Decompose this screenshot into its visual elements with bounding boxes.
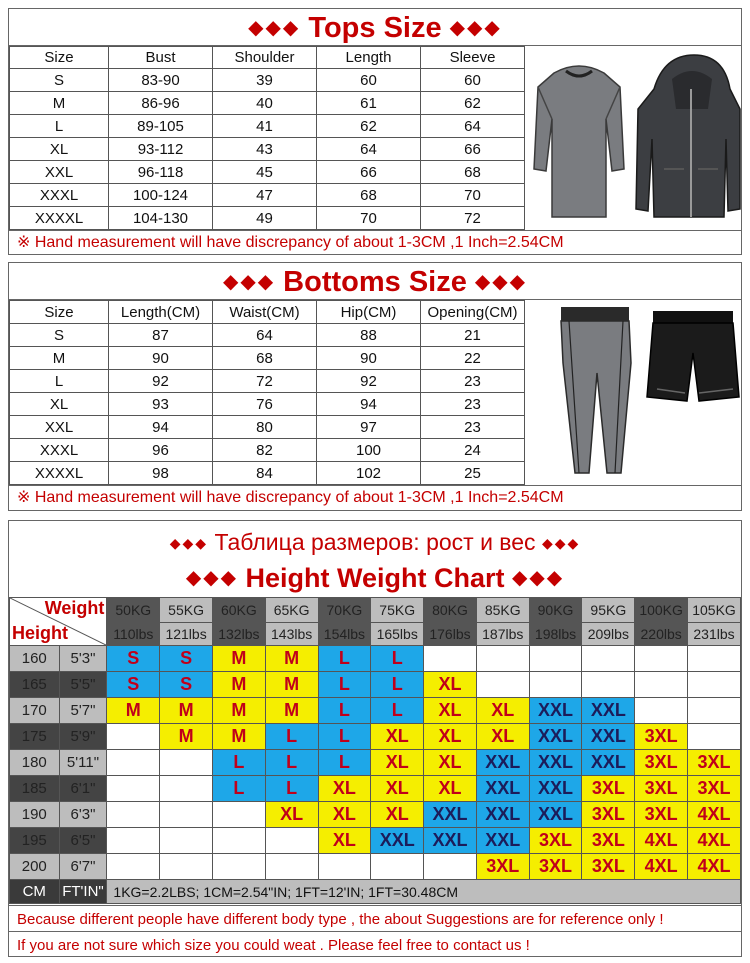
empty-cell xyxy=(212,854,265,880)
table-cell: 21 xyxy=(421,324,525,347)
height-cm-cell: 170 xyxy=(10,698,60,724)
empty-cell xyxy=(529,672,582,698)
size-recommendation-cell: 3XL xyxy=(688,776,741,802)
table-cell: 62 xyxy=(317,115,421,138)
height-cm-cell: 175 xyxy=(10,724,60,750)
weight-kg-row xyxy=(10,598,741,623)
bottoms-title-text: Bottoms Size xyxy=(283,266,467,298)
empty-cell xyxy=(107,776,160,802)
weight-kg-header: 55KG xyxy=(160,598,213,623)
height-cm-cell: 185 xyxy=(10,776,60,802)
size-recommendation-cell: XXL xyxy=(582,698,635,724)
size-recommendation-cell: XL xyxy=(424,672,477,698)
weight-kg-header: 80KG xyxy=(424,598,477,623)
empty-cell xyxy=(582,672,635,698)
size-recommendation-cell: M xyxy=(265,646,318,672)
tops-product-image xyxy=(524,49,742,227)
size-recommendation-cell: XL xyxy=(371,750,424,776)
table-cell: 80 xyxy=(213,416,317,439)
empty-cell xyxy=(318,854,371,880)
diamond-decoration: ◆◆◆ xyxy=(185,567,238,589)
height-ft-cell: 5'9" xyxy=(59,724,107,750)
height-ft-cell: 5'11" xyxy=(59,750,107,776)
height-cm-cell: 190 xyxy=(10,802,60,828)
table-cell: 39 xyxy=(213,69,317,92)
tops-title-text: Tops Size xyxy=(308,12,442,44)
size-recommendation-cell: XXL xyxy=(529,750,582,776)
diamond-decoration: ◆◆◆ xyxy=(512,567,565,589)
table-cell: XXXL xyxy=(10,184,109,207)
size-recommendation-cell: 3XL xyxy=(476,854,529,880)
weight-lbs-header: 176lbs xyxy=(424,623,477,646)
table-cell: L xyxy=(10,115,109,138)
tops-size-section xyxy=(8,8,742,255)
height-row xyxy=(10,802,741,828)
height-row xyxy=(10,854,741,880)
table-cell: L xyxy=(10,370,109,393)
size-recommendation-cell: XL xyxy=(371,776,424,802)
empty-cell xyxy=(424,854,477,880)
table-cell: 92 xyxy=(109,370,213,393)
weight-lbs-header: 209lbs xyxy=(582,623,635,646)
table-cell: XXXXL xyxy=(10,207,109,230)
tops-measurement-note: ※ Hand measurement will have discrepancy of about 1-3CM ,1 Inch=2.54CM xyxy=(9,230,741,254)
size-recommendation-cell: XXL xyxy=(424,828,477,854)
table-cell: 23 xyxy=(421,393,525,416)
unit-conversions: 1KG=2.2LBS; 1CM=2.54"IN; 1FT=12'IN; 1FT=30.48CM xyxy=(107,880,741,904)
hoodie-jacket-icon xyxy=(636,55,740,217)
empty-cell xyxy=(424,646,477,672)
weight-kg-header: 95KG xyxy=(582,598,635,623)
size-recommendation-cell: 3XL xyxy=(635,776,688,802)
empty-cell xyxy=(265,854,318,880)
table-row xyxy=(10,69,525,92)
weight-kg-header: 105KG xyxy=(688,598,741,623)
size-recommendation-cell: 3XL xyxy=(582,828,635,854)
empty-cell xyxy=(265,828,318,854)
empty-cell xyxy=(688,724,741,750)
diamond-decoration: ◆◆◆ xyxy=(222,271,276,293)
size-recommendation-cell: 4XL xyxy=(688,802,741,828)
table-cell: XXL xyxy=(10,416,109,439)
column-header: Sleeve xyxy=(421,47,525,69)
diamond-decoration: ◆◆◆ xyxy=(248,17,301,39)
table-cell: 60 xyxy=(317,69,421,92)
height-ft-cell: 6'5" xyxy=(59,828,107,854)
russian-title-text: Таблица размеров: рост и вес xyxy=(214,529,536,555)
size-recommendation-cell: L xyxy=(265,750,318,776)
size-recommendation-cell: XL xyxy=(318,776,371,802)
table-cell: 70 xyxy=(421,184,525,207)
compression-shirt-icon xyxy=(534,66,624,217)
empty-cell xyxy=(688,698,741,724)
size-recommendation-cell: L xyxy=(318,698,371,724)
size-recommendation-cell: XL xyxy=(476,724,529,750)
table-cell: 94 xyxy=(317,393,421,416)
size-recommendation-cell: XL xyxy=(318,828,371,854)
column-header: Hip(CM) xyxy=(317,301,421,324)
tops-title xyxy=(9,10,741,46)
height-ft-cell: 5'5" xyxy=(59,672,107,698)
table-cell: XXXL xyxy=(10,439,109,462)
size-recommendation-cell: S xyxy=(107,646,160,672)
height-row xyxy=(10,828,741,854)
column-header: Shoulder xyxy=(213,47,317,69)
size-recommendation-cell: XL xyxy=(371,802,424,828)
table-cell: XL xyxy=(10,393,109,416)
weight-kg-header: 50KG xyxy=(107,598,160,623)
empty-cell xyxy=(476,672,529,698)
table-cell: 49 xyxy=(213,207,317,230)
weight-kg-header: 70KG xyxy=(318,598,371,623)
size-recommendation-cell: XXL xyxy=(529,698,582,724)
size-recommendation-cell: 3XL xyxy=(582,802,635,828)
table-cell: S xyxy=(10,324,109,347)
table-row xyxy=(10,439,525,462)
size-recommendation-cell: L xyxy=(212,750,265,776)
height-row xyxy=(10,750,741,776)
size-recommendation-cell: S xyxy=(160,646,213,672)
size-recommendation-cell: XL xyxy=(318,802,371,828)
table-row xyxy=(10,207,525,230)
tops-size-table xyxy=(9,46,525,230)
table-cell: 93-112 xyxy=(109,138,213,161)
size-recommendation-cell: XXL xyxy=(582,750,635,776)
diamond-decoration: ◆◆◆ xyxy=(474,271,528,293)
size-recommendation-cell: XL xyxy=(424,698,477,724)
size-recommendation-cell: XL xyxy=(424,724,477,750)
table-cell: XXXXL xyxy=(10,462,109,485)
reference-note: Because different people have different body type , the about Suggestions are for reference only ! xyxy=(9,905,741,932)
empty-cell xyxy=(107,724,160,750)
column-header: Bust xyxy=(109,47,213,69)
table-cell: 82 xyxy=(213,439,317,462)
table-cell: 98 xyxy=(109,462,213,485)
table-cell: 45 xyxy=(213,161,317,184)
empty-cell xyxy=(688,672,741,698)
size-recommendation-cell: XXL xyxy=(529,802,582,828)
table-header-row xyxy=(10,301,525,324)
size-recommendation-cell: XXL xyxy=(476,828,529,854)
size-recommendation-cell: M xyxy=(212,646,265,672)
table-cell: 72 xyxy=(421,207,525,230)
empty-cell xyxy=(635,672,688,698)
size-recommendation-cell: 3XL xyxy=(635,724,688,750)
size-recommendation-cell: 3XL xyxy=(582,854,635,880)
height-row xyxy=(10,698,741,724)
table-cell: 66 xyxy=(317,161,421,184)
size-recommendation-cell: XL xyxy=(265,802,318,828)
height-ft-cell: 5'7" xyxy=(59,698,107,724)
table-row xyxy=(10,324,525,347)
height-row xyxy=(10,724,741,750)
russian-title xyxy=(9,527,741,557)
empty-cell xyxy=(160,802,213,828)
weight-lbs-header: 198lbs xyxy=(529,623,582,646)
empty-cell xyxy=(160,750,213,776)
table-cell: XL xyxy=(10,138,109,161)
size-recommendation-cell: L xyxy=(318,646,371,672)
size-recommendation-cell: XL xyxy=(476,698,529,724)
size-recommendation-cell: XL xyxy=(424,750,477,776)
table-cell: XXL xyxy=(10,161,109,184)
height-ft-cell: 6'7" xyxy=(59,854,107,880)
weight-kg-header: 90KG xyxy=(529,598,582,623)
weight-lbs-header: 132lbs xyxy=(212,623,265,646)
column-header: Waist(CM) xyxy=(213,301,317,324)
size-recommendation-cell: XXL xyxy=(476,750,529,776)
size-recommendation-cell: 4XL xyxy=(688,854,741,880)
empty-cell xyxy=(107,802,160,828)
size-recommendation-cell: M xyxy=(107,698,160,724)
size-recommendation-cell: 3XL xyxy=(529,854,582,880)
weight-kg-header: 75KG xyxy=(371,598,424,623)
size-recommendation-cell: L xyxy=(212,776,265,802)
table-cell: 102 xyxy=(317,462,421,485)
size-recommendation-cell: XXL xyxy=(371,828,424,854)
table-cell: 90 xyxy=(317,347,421,370)
size-recommendation-cell: 3XL xyxy=(529,828,582,854)
empty-cell xyxy=(107,750,160,776)
size-recommendation-cell: 3XL xyxy=(635,802,688,828)
table-row xyxy=(10,347,525,370)
table-cell: 94 xyxy=(109,416,213,439)
diamond-decoration: ◆◆◆ xyxy=(541,535,581,551)
table-cell: 40 xyxy=(213,92,317,115)
weight-kg-header: 85KG xyxy=(476,598,529,623)
empty-cell xyxy=(635,646,688,672)
table-cell: 60 xyxy=(421,69,525,92)
table-cell: 25 xyxy=(421,462,525,485)
size-recommendation-cell: 3XL xyxy=(635,750,688,776)
table-cell: 104-130 xyxy=(109,207,213,230)
table-cell: 89-105 xyxy=(109,115,213,138)
table-cell: 43 xyxy=(213,138,317,161)
table-row xyxy=(10,161,525,184)
height-cm-cell: 195 xyxy=(10,828,60,854)
table-row xyxy=(10,416,525,439)
table-cell: 64 xyxy=(421,115,525,138)
height-cm-cell: 160 xyxy=(10,646,60,672)
size-recommendation-cell: L xyxy=(318,672,371,698)
size-recommendation-cell: L xyxy=(371,672,424,698)
bottoms-size-table xyxy=(9,300,525,485)
height-cm-cell: 165 xyxy=(10,672,60,698)
empty-cell xyxy=(582,646,635,672)
table-cell: 24 xyxy=(421,439,525,462)
weight-lbs-header: 121lbs xyxy=(160,623,213,646)
weight-kg-header: 60KG xyxy=(212,598,265,623)
height-row xyxy=(10,646,741,672)
height-axis-label: Height xyxy=(12,623,68,643)
size-recommendation-cell: M xyxy=(160,724,213,750)
table-cell: 70 xyxy=(317,207,421,230)
diamond-decoration: ◆◆◆ xyxy=(449,17,502,39)
table-row xyxy=(10,138,525,161)
table-cell: 100 xyxy=(317,439,421,462)
column-header: Size xyxy=(10,301,109,324)
size-recommendation-cell: XXL xyxy=(529,776,582,802)
table-cell: 41 xyxy=(213,115,317,138)
empty-cell xyxy=(635,698,688,724)
weight-axis-label: Weight xyxy=(44,598,105,618)
empty-cell xyxy=(212,802,265,828)
weight-lbs-header: 154lbs xyxy=(318,623,371,646)
size-recommendation-cell: M xyxy=(212,724,265,750)
size-recommendation-cell: L xyxy=(265,776,318,802)
table-cell: 87 xyxy=(109,324,213,347)
table-cell: 92 xyxy=(317,370,421,393)
table-row xyxy=(10,393,525,416)
table-cell: 93 xyxy=(109,393,213,416)
empty-cell xyxy=(476,646,529,672)
table-cell: 88 xyxy=(317,324,421,347)
height-weight-title-text: Height Weight Chart xyxy=(245,563,505,593)
size-recommendation-cell: XXL xyxy=(582,724,635,750)
table-cell: 97 xyxy=(317,416,421,439)
table-cell: 64 xyxy=(213,324,317,347)
size-recommendation-cell: XL xyxy=(371,724,424,750)
weight-lbs-header: 220lbs xyxy=(635,623,688,646)
height-ft-cell: 6'1" xyxy=(59,776,107,802)
size-recommendation-cell: M xyxy=(212,698,265,724)
compression-pants-icon xyxy=(561,307,631,473)
empty-cell xyxy=(107,854,160,880)
size-recommendation-cell: S xyxy=(107,672,160,698)
empty-cell xyxy=(160,828,213,854)
height-row xyxy=(10,776,741,802)
table-cell: 68 xyxy=(317,184,421,207)
table-row xyxy=(10,184,525,207)
table-row xyxy=(10,92,525,115)
table-cell: 22 xyxy=(421,347,525,370)
size-recommendation-cell: XXL xyxy=(424,802,477,828)
contact-note: If you are not sure which size you could weat . Please feel free to contact us ! xyxy=(9,931,741,958)
table-cell: 68 xyxy=(421,161,525,184)
size-recommendation-cell: 4XL xyxy=(688,828,741,854)
size-recommendation-cell: M xyxy=(265,698,318,724)
weight-lbs-header: 231lbs xyxy=(688,623,741,646)
size-recommendation-cell: 3XL xyxy=(688,750,741,776)
size-recommendation-cell: 3XL xyxy=(582,776,635,802)
table-cell: 90 xyxy=(109,347,213,370)
table-cell: 23 xyxy=(421,370,525,393)
table-cell: 64 xyxy=(317,138,421,161)
empty-cell xyxy=(160,776,213,802)
conversion-footer-row xyxy=(10,880,741,904)
size-recommendation-cell: M xyxy=(212,672,265,698)
empty-cell xyxy=(529,646,582,672)
table-cell: M xyxy=(10,92,109,115)
size-recommendation-cell: L xyxy=(318,724,371,750)
size-recommendation-cell: L xyxy=(371,698,424,724)
table-header-row xyxy=(10,47,525,69)
weight-lbs-header: 143lbs xyxy=(265,623,318,646)
footer-ft-label: FT'IN" xyxy=(59,880,107,904)
size-recommendation-cell: XXL xyxy=(476,802,529,828)
height-cm-cell: 200 xyxy=(10,854,60,880)
table-cell: 96 xyxy=(109,439,213,462)
weight-lbs-header: 110lbs xyxy=(107,623,160,646)
table-cell: 61 xyxy=(317,92,421,115)
table-cell: 47 xyxy=(213,184,317,207)
size-recommendation-cell: L xyxy=(265,724,318,750)
size-recommendation-cell: 4XL xyxy=(635,828,688,854)
height-row xyxy=(10,672,741,698)
column-header: Size xyxy=(10,47,109,69)
bottoms-title xyxy=(9,264,741,300)
height-weight-title xyxy=(9,559,741,597)
table-cell: 96-118 xyxy=(109,161,213,184)
shorts-icon xyxy=(647,311,739,401)
table-row xyxy=(10,462,525,485)
weight-lbs-header: 187lbs xyxy=(476,623,529,646)
column-header: Length(CM) xyxy=(109,301,213,324)
empty-cell xyxy=(688,646,741,672)
size-recommendation-cell: M xyxy=(160,698,213,724)
table-cell: 72 xyxy=(213,370,317,393)
table-cell: 100-124 xyxy=(109,184,213,207)
diamond-decoration: ◆◆◆ xyxy=(169,535,209,551)
table-cell: 86-96 xyxy=(109,92,213,115)
table-cell: 76 xyxy=(213,393,317,416)
bottoms-size-section xyxy=(8,262,742,511)
height-weight-grid xyxy=(9,597,741,904)
weight-kg-header: 65KG xyxy=(265,598,318,623)
weight-lbs-row xyxy=(10,623,741,646)
bottoms-product-image xyxy=(549,303,742,481)
size-recommendation-cell: L xyxy=(318,750,371,776)
bottoms-measurement-note: ※ Hand measurement will have discrepancy of about 1-3CM ,1 Inch=2.54CM xyxy=(9,485,741,509)
footer-cm-label: CM xyxy=(10,880,60,904)
height-ft-cell: 5'3" xyxy=(59,646,107,672)
size-recommendation-cell: L xyxy=(371,646,424,672)
size-recommendation-cell: 4XL xyxy=(635,854,688,880)
height-cm-cell: 180 xyxy=(10,750,60,776)
table-cell: 62 xyxy=(421,92,525,115)
table-cell: M xyxy=(10,347,109,370)
size-recommendation-cell: XXL xyxy=(476,776,529,802)
size-recommendation-cell: XXL xyxy=(529,724,582,750)
column-header: Opening(CM) xyxy=(421,301,525,324)
weight-lbs-header: 165lbs xyxy=(371,623,424,646)
empty-cell xyxy=(107,828,160,854)
table-cell: 23 xyxy=(421,416,525,439)
empty-cell xyxy=(160,854,213,880)
table-cell: 66 xyxy=(421,138,525,161)
table-cell: 83-90 xyxy=(109,69,213,92)
table-row xyxy=(10,115,525,138)
size-recommendation-cell: S xyxy=(160,672,213,698)
empty-cell xyxy=(212,828,265,854)
height-weight-section xyxy=(8,520,742,957)
size-recommendation-cell: M xyxy=(265,672,318,698)
weight-kg-header: 100KG xyxy=(635,598,688,623)
column-header: Length xyxy=(317,47,421,69)
size-recommendation-cell: XL xyxy=(424,776,477,802)
table-cell: S xyxy=(10,69,109,92)
table-cell: 84 xyxy=(213,462,317,485)
height-ft-cell: 6'3" xyxy=(59,802,107,828)
table-row xyxy=(10,370,525,393)
weight-height-corner xyxy=(10,598,107,646)
empty-cell xyxy=(371,854,424,880)
table-cell: 68 xyxy=(213,347,317,370)
